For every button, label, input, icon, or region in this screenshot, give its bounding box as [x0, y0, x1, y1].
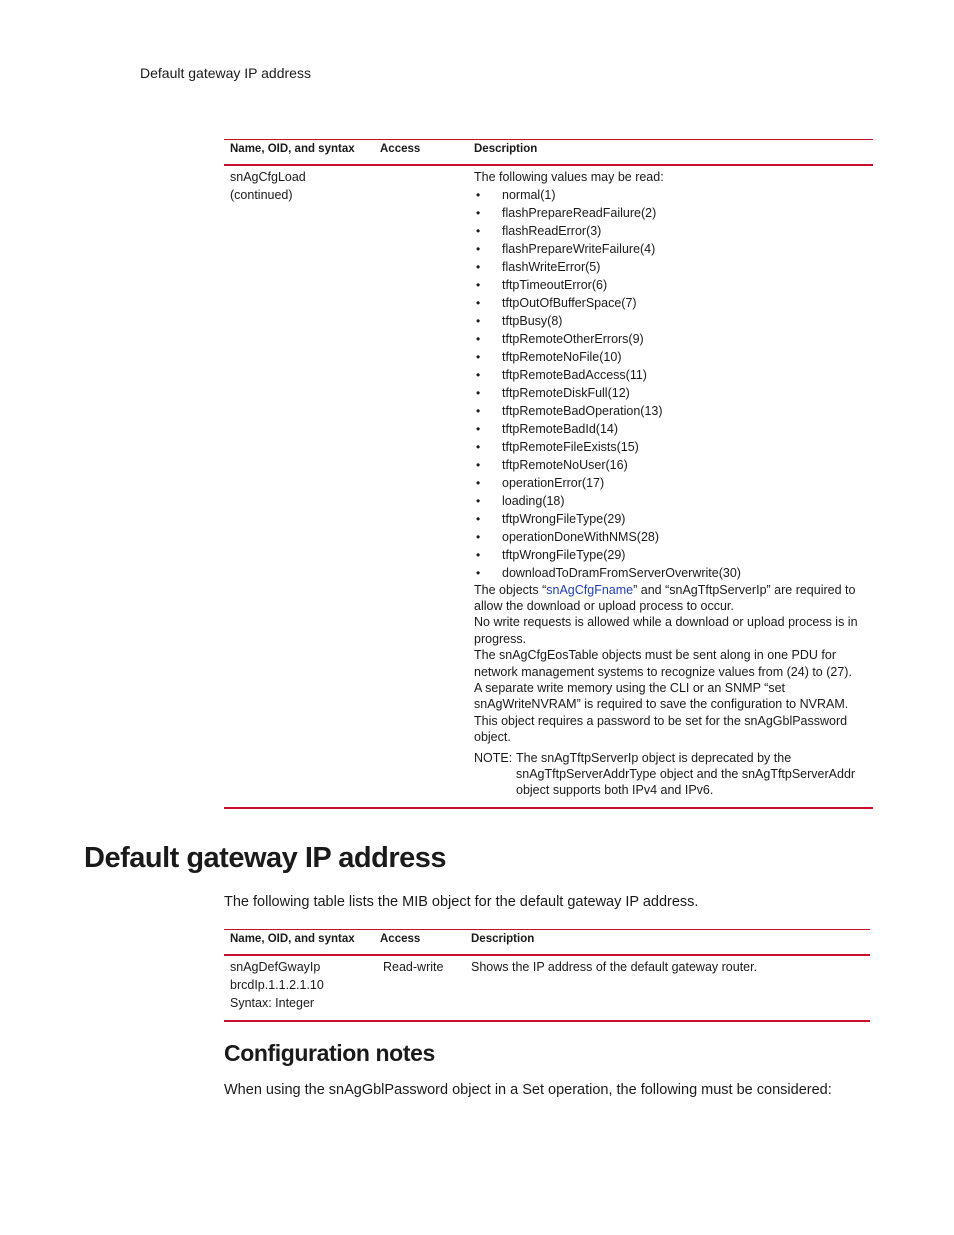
object-syntax: Syntax: Integer — [230, 995, 315, 1010]
value-label: tftpOutOfBufferSpace(7) — [502, 295, 637, 310]
note-label: NOTE: — [474, 750, 513, 765]
list-item — [474, 564, 867, 582]
objects-text-prefix: The objects “ — [474, 582, 547, 597]
continued-label: (continued) — [230, 187, 293, 202]
table-header-row — [224, 930, 870, 955]
list-item — [474, 348, 867, 366]
mib-table-default-gateway — [224, 929, 870, 1022]
bullet-icon: • — [476, 493, 481, 508]
pdu-paragraph: The snAgCfgEosTable objects must be sent along in one PDU for network management systems to recognize values from (24) to (27). — [474, 648, 852, 679]
header-access: Access — [374, 930, 465, 955]
subsection-title: Configuration notes — [224, 1040, 435, 1066]
bullet-icon: • — [476, 313, 481, 328]
object-name: snAgDefGwayIp — [230, 959, 321, 974]
memory-paragraph: A separate write memory using the CLI or an SNMP “set snAgWriteNVRAM” is required to save the configuration to NVRAM. — [474, 680, 849, 712]
bullet-icon: • — [476, 187, 481, 202]
list-item — [474, 528, 867, 546]
value-label: tftpRemoteNoUser(16) — [502, 457, 628, 472]
write-paragraph: No write requests is allowed while a download or upload process is in progress. — [474, 615, 858, 646]
table-row — [224, 955, 870, 1021]
object-name: snAgCfgLoad — [230, 169, 306, 184]
bullet-icon: • — [476, 367, 481, 382]
cell-name — [224, 165, 374, 808]
value-label: operationDoneWithNMS(28) — [502, 529, 660, 544]
value-label: tftpWrongFileType(29) — [502, 511, 626, 526]
objects-paragraph — [474, 582, 867, 615]
header-name-oid-syntax: Name, OID, and syntax — [224, 930, 374, 955]
table-header-row — [224, 140, 873, 165]
cell-description: Shows the IP address of the default gateway router. — [465, 955, 870, 1021]
mib-table-cfgload — [224, 139, 873, 809]
bullet-icon: • — [476, 439, 481, 454]
bullet-icon: • — [476, 331, 481, 346]
bullet-icon: • — [476, 547, 481, 562]
list-item — [474, 366, 867, 384]
list-item — [474, 330, 867, 348]
list-item — [474, 294, 867, 312]
value-label: tftpBusy(8) — [502, 313, 563, 328]
bullet-icon: • — [476, 511, 481, 526]
header-description: Description — [468, 140, 873, 165]
bullet-icon: • — [476, 529, 481, 544]
value-label: tftpRemoteBadOperation(13) — [502, 403, 663, 418]
bullet-icon: • — [476, 421, 481, 436]
section-intro: The following table lists the MIB object for the default gateway IP address. — [224, 894, 699, 910]
header-access: Access — [374, 140, 468, 165]
bullet-icon: • — [476, 385, 481, 400]
bullet-icon: • — [476, 349, 481, 364]
list-item — [474, 312, 867, 330]
cell-access — [374, 165, 468, 808]
running-head: Default gateway IP address — [140, 65, 311, 81]
note — [474, 750, 867, 799]
value-label: loading(18) — [502, 493, 565, 508]
snagcfgfname-link[interactable]: snAgCfgFname — [546, 582, 634, 597]
value-label: flashPrepareWriteFailure(4) — [502, 241, 656, 256]
value-label: tftpWrongFileType(29) — [502, 547, 626, 562]
list-item — [474, 384, 867, 402]
value-label: flashReadError(3) — [502, 223, 602, 238]
bullet-icon: • — [476, 295, 481, 310]
list-item — [474, 276, 867, 294]
values-intro: The following values may be read: — [474, 169, 664, 184]
value-label: tftpRemoteNoFile(10) — [502, 349, 622, 364]
cell-description — [468, 165, 873, 808]
bullet-icon: • — [476, 403, 481, 418]
list-item — [474, 546, 867, 564]
list-item — [474, 204, 867, 222]
list-item — [474, 438, 867, 456]
list-item — [474, 492, 867, 510]
list-item — [474, 402, 867, 420]
cell-access — [374, 955, 465, 1021]
value-label: tftpTimeoutError(6) — [502, 277, 608, 292]
bullet-icon: • — [476, 223, 481, 238]
list-item — [474, 456, 867, 474]
list-item — [474, 258, 867, 276]
header-description: Description — [465, 930, 870, 955]
bullet-icon: • — [476, 241, 481, 256]
bullet-icon: • — [476, 475, 481, 490]
note-text: The snAgTftpServerIp object is deprecated by the snAgTftpServerAddrType object and the snAgTftpServerAddr object supports both IPv4 and IPv6. — [516, 750, 856, 798]
bullet-icon: • — [476, 277, 481, 292]
list-item — [474, 186, 867, 204]
list-item — [474, 222, 867, 240]
value-label: tftpRemoteFileExists(15) — [502, 439, 639, 454]
bullet-icon: • — [476, 205, 481, 220]
bullet-icon: • — [476, 457, 481, 472]
header-name-oid-syntax: Name, OID, and syntax — [224, 140, 374, 165]
password-paragraph: This object requires a password to be set for the snAgGblPassword object. — [474, 713, 848, 745]
value-label: operationError(17) — [502, 475, 605, 490]
cell-name — [224, 955, 374, 1021]
access-value: Read-write — [383, 959, 444, 974]
list-item — [474, 240, 867, 258]
objects-text-suffix: ” and “snAgTftpServerIp” are required to allow the download or upload process to occur. — [474, 582, 856, 613]
value-label: downloadToDramFromServerOverwrite(30) — [502, 565, 741, 580]
value-label: tftpRemoteDiskFull(12) — [502, 385, 630, 400]
value-label: tftpRemoteBadId(14) — [502, 421, 619, 436]
list-item — [474, 510, 867, 528]
values-list — [474, 186, 867, 582]
value-label: tftpRemoteOtherErrors(9) — [502, 331, 644, 346]
list-item — [474, 474, 867, 492]
section-title: Default gateway IP address — [84, 842, 447, 874]
value-label: normal(1) — [502, 187, 556, 202]
config-notes-text: When using the snAgGblPassword object in a Set operation, the following must be considered: — [224, 1082, 832, 1098]
bullet-icon: • — [476, 565, 481, 580]
value-label: tftpRemoteBadAccess(11) — [502, 367, 647, 382]
bullet-icon: • — [476, 259, 481, 274]
table-row — [224, 165, 873, 808]
object-oid: brcdIp.1.1.2.1.10 — [230, 977, 324, 992]
list-item — [474, 420, 867, 438]
value-label: flashWriteError(5) — [502, 259, 601, 274]
value-label: flashPrepareReadFailure(2) — [502, 205, 657, 220]
